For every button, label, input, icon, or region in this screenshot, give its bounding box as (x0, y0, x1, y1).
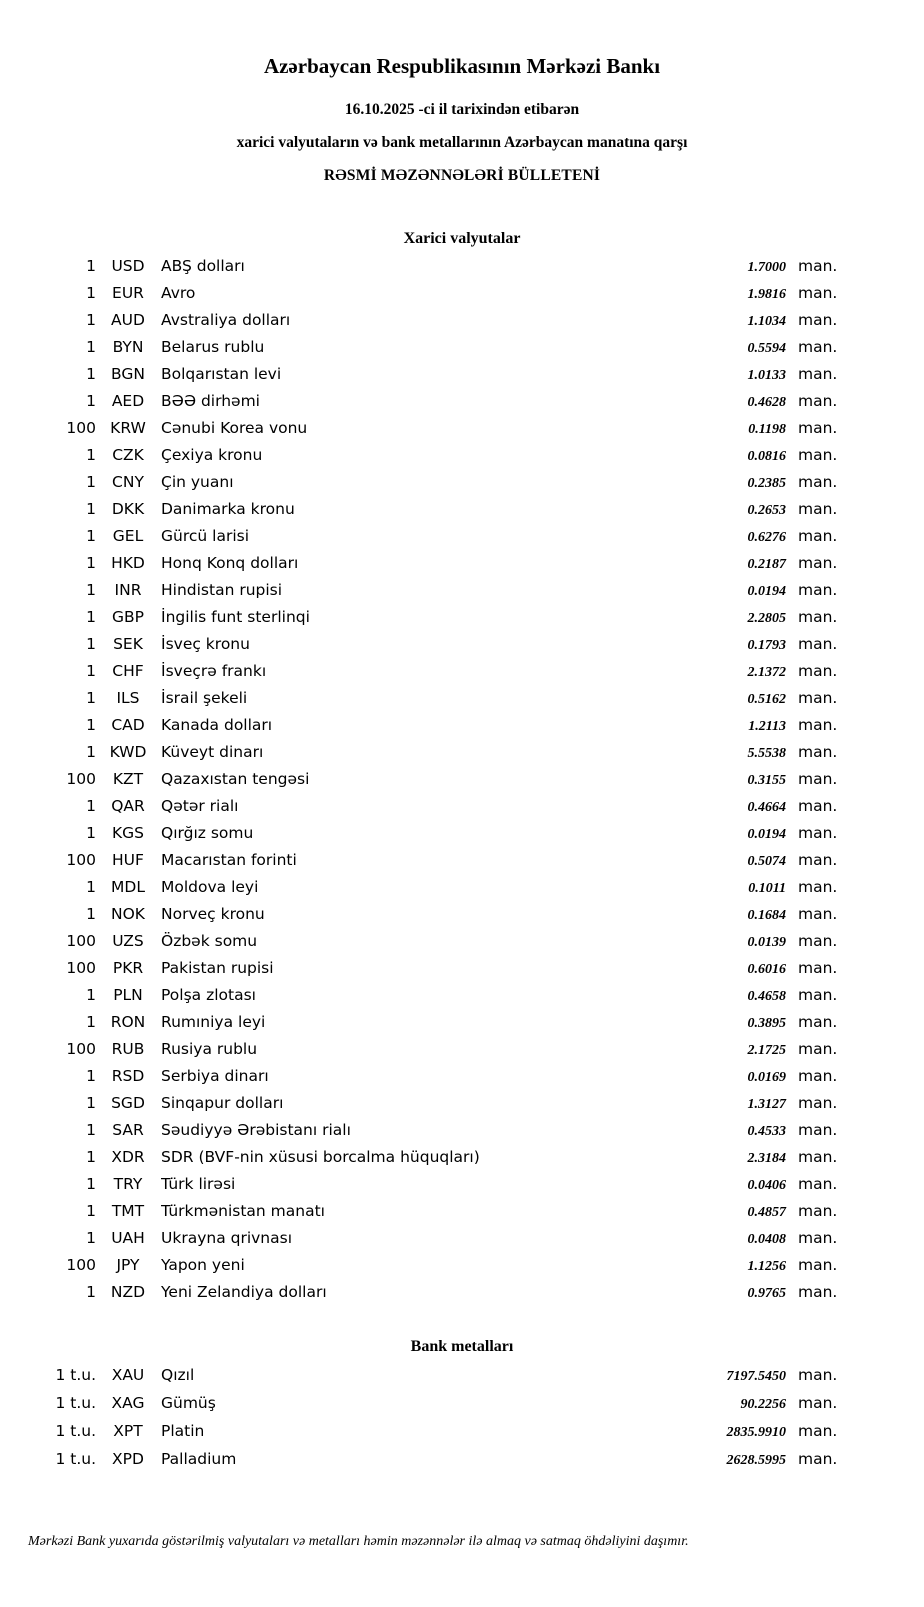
currency-code: GEL (112, 527, 144, 545)
rate-value: 1.0133 (747, 368, 786, 383)
rate-row (0, 1117, 924, 1144)
currency-name: İsrail şekeli (161, 689, 248, 707)
currency-name: Norveç kronu (161, 905, 265, 923)
rate-row (0, 739, 924, 766)
rate-row (0, 496, 924, 523)
unit-label: man. (798, 1366, 838, 1384)
unit-label: man. (798, 1422, 838, 1440)
rate-value: 0.0406 (747, 1178, 786, 1193)
currency-code: XPD (112, 1450, 144, 1468)
currency-name: Çin yuanı (161, 473, 234, 491)
currencies-section-title: Xarici valyutalar (403, 230, 521, 247)
currency-name: İngilis funt sterlinqi (161, 608, 310, 626)
currency-name: Danimarka kronu (161, 500, 295, 518)
rate-row (0, 982, 924, 1009)
currency-code: XAG (111, 1394, 145, 1412)
currency-code: AED (111, 392, 145, 410)
bank-name: Azərbaycan Respublikasının Mərkəzi Bankı (263, 54, 661, 78)
quantity: 100 (66, 770, 96, 788)
currency-name: ABŞ dolları (161, 257, 245, 275)
rate-value: 0.1011 (748, 881, 786, 896)
currency-code: CNY (112, 473, 144, 491)
quantity: 1 (86, 1094, 96, 1112)
currency-name: Yapon yeni (161, 1256, 245, 1274)
unit-label: man. (798, 878, 838, 896)
currency-code: ILS (116, 689, 140, 707)
disclaimer-footer (28, 1534, 904, 1550)
quantity: 100 (66, 1040, 96, 1058)
currency-code: USD (111, 257, 145, 275)
currency-name: Ukrayna qrivnası (161, 1229, 293, 1247)
quantity: 100 (66, 932, 96, 950)
unit-label: man. (798, 284, 838, 302)
rate-row (0, 1144, 924, 1171)
unit-label: man. (798, 419, 838, 437)
currency-name: Serbiya dinarı (161, 1067, 269, 1085)
rate-row (0, 712, 924, 739)
currency-name: Qızıl (161, 1366, 195, 1384)
quantity: 1 (86, 1067, 96, 1085)
currency-name: Çexiya kronu (161, 446, 263, 464)
rate-value: 0.4658 (747, 989, 786, 1004)
unit-label: man. (798, 338, 838, 356)
quantity: 1 (86, 311, 96, 329)
rate-value: 90.2256 (740, 1397, 786, 1412)
rate-row (0, 1009, 924, 1036)
bulletin-header (0, 0, 924, 185)
currency-code: HKD (111, 554, 145, 572)
currencies-table (0, 253, 924, 1306)
rate-value: 0.5594 (747, 341, 786, 356)
rate-row (0, 1361, 924, 1389)
unit-label: man. (798, 1450, 838, 1468)
rate-row (0, 523, 924, 550)
unit-label: man. (798, 392, 838, 410)
unit-label: man. (798, 1094, 838, 1112)
unit-label: man. (798, 473, 838, 491)
rate-row (0, 469, 924, 496)
rate-row (0, 658, 924, 685)
rate-value: 1.9816 (747, 287, 786, 302)
rate-row (0, 1036, 924, 1063)
unit-label: man. (798, 1202, 838, 1220)
currency-name: Avstraliya dolları (161, 311, 291, 329)
unit-label: man. (798, 851, 838, 869)
rate-row (0, 820, 924, 847)
rate-value: 0.2653 (747, 503, 786, 518)
currency-code: UAH (111, 1229, 145, 1247)
quantity: 100 (66, 1256, 96, 1274)
currency-code: CHF (112, 662, 144, 680)
currency-name: Bolqarıstan levi (161, 365, 282, 383)
rate-row (0, 1225, 924, 1252)
rate-row (0, 307, 924, 334)
rate-value: 2.2805 (747, 611, 786, 626)
rate-row (0, 766, 924, 793)
currency-name: Platin (161, 1422, 205, 1440)
quantity: 1 (86, 1283, 96, 1301)
unit-label: man. (798, 608, 838, 626)
currency-code: EUR (112, 284, 144, 302)
currency-code: PKR (112, 959, 144, 977)
rate-value: 2.1725 (747, 1043, 786, 1058)
rate-row (0, 1279, 924, 1306)
unit-label: man. (798, 1229, 838, 1247)
rate-row (0, 253, 924, 280)
rate-row (0, 1417, 924, 1445)
rate-row (0, 1090, 924, 1117)
currency-code: XAU (111, 1366, 145, 1384)
currency-code: TMT (111, 1202, 145, 1220)
currency-code: CZK (112, 446, 144, 464)
quantity: 1 (86, 797, 96, 815)
quantity: 1 (86, 878, 96, 896)
unit-label: man. (798, 581, 838, 599)
rate-value: 2.1372 (747, 665, 786, 680)
quantity: 1 (86, 986, 96, 1004)
rate-row (0, 901, 924, 928)
unit-label: man. (798, 662, 838, 680)
unit-label: man. (798, 932, 838, 950)
unit-label: man. (798, 1394, 838, 1412)
rate-value: 0.1684 (747, 908, 786, 923)
quantity: 1 (86, 392, 96, 410)
quantity: 1 (86, 581, 96, 599)
rate-value: 0.0169 (747, 1070, 786, 1085)
rate-row (0, 874, 924, 901)
rate-row (0, 793, 924, 820)
currency-code: BYN (112, 338, 144, 356)
currency-name: Qazaxıstan tengəsi (161, 770, 310, 788)
unit-label: man. (798, 770, 838, 788)
currency-name: Moldova leyi (161, 878, 259, 896)
rate-row (0, 928, 924, 955)
rate-value: 1.1256 (747, 1259, 786, 1274)
quantity: 1 (86, 1013, 96, 1031)
currency-name: Rumıniya leyi (161, 1013, 266, 1031)
currency-name: Qırğız somu (161, 824, 254, 842)
rate-value: 0.0194 (747, 584, 786, 599)
currency-code: DKK (111, 500, 145, 518)
quantity: 1 (86, 338, 96, 356)
currency-name: Türk lirəsi (161, 1175, 236, 1193)
currency-code: QAR (111, 797, 145, 815)
quantity: 1 (86, 662, 96, 680)
rate-row (0, 1063, 924, 1090)
currency-name: Kanada dolları (161, 716, 273, 734)
currency-code: RON (110, 1013, 146, 1031)
unit-label: man. (798, 257, 838, 275)
quantity: 100 (66, 851, 96, 869)
rate-row (0, 1198, 924, 1225)
unit-label: man. (798, 311, 838, 329)
quantity: 100 (66, 419, 96, 437)
quantity: 1 (86, 1121, 96, 1139)
rate-value: 0.4664 (747, 800, 786, 815)
quantity: 1 (86, 446, 96, 464)
quantity: 1 t.u. (55, 1366, 96, 1384)
unit-label: man. (798, 1175, 838, 1193)
unit-label: man. (798, 743, 838, 761)
metals-table (0, 1361, 924, 1473)
quantity: 1 (86, 716, 96, 734)
unit-label: man. (798, 1067, 838, 1085)
quantity: 1 (86, 284, 96, 302)
rate-value: 0.4533 (747, 1124, 786, 1139)
unit-label: man. (798, 1013, 838, 1031)
unit-label: man. (798, 905, 838, 923)
rate-value: 1.7000 (747, 260, 786, 275)
currency-code: NOK (111, 905, 145, 923)
unit-label: man. (798, 365, 838, 383)
quantity: 1 (86, 1202, 96, 1220)
rate-value: 0.4628 (747, 395, 786, 410)
currency-code: BGN (111, 365, 145, 383)
rate-row (0, 847, 924, 874)
currency-code: GBP (112, 608, 144, 626)
currency-name: Pakistan rupisi (161, 959, 274, 977)
unit-label: man. (798, 1121, 838, 1139)
quantity: 1 (86, 527, 96, 545)
quantity: 1 (86, 1148, 96, 1166)
unit-label: man. (798, 716, 838, 734)
rate-row (0, 631, 924, 658)
currency-name: BƏƏ dirhəmi (161, 392, 260, 410)
rate-value: 0.0408 (747, 1232, 786, 1247)
metals-section-title: Bank metalları (410, 1338, 514, 1355)
rate-value: 0.5074 (747, 854, 786, 869)
currency-code: SAR (112, 1121, 144, 1139)
currency-name: Türkmənistan manatı (161, 1202, 325, 1220)
quantity: 1 (86, 824, 96, 842)
currency-name: Palladium (161, 1450, 237, 1468)
rate-value: 0.1198 (748, 422, 786, 437)
quantity: 1 t.u. (55, 1394, 96, 1412)
currency-code: PLN (113, 986, 143, 1004)
foreign-currencies-section (0, 230, 924, 1306)
currency-name: İsveç kronu (161, 635, 250, 653)
rate-value: 1.3127 (747, 1097, 786, 1112)
rate-row (0, 1252, 924, 1279)
currency-name: Macarıstan forinti (161, 851, 297, 869)
currency-code: RUB (111, 1040, 145, 1058)
currency-code: XPT (113, 1422, 143, 1440)
rate-value: 0.6276 (747, 530, 786, 545)
quantity: 1 (86, 608, 96, 626)
quantity: 100 (66, 959, 96, 977)
currency-name: Qətər rialı (161, 797, 239, 815)
currency-code: INR (114, 581, 142, 599)
bulletin-subtitle: xarici valyutaların və bank metallarının Azərbaycan manatına qarşı (236, 134, 688, 151)
currency-name: Honq Konq dolları (161, 554, 299, 572)
rate-value: 2835.9910 (726, 1425, 786, 1440)
currency-code: TRY (113, 1175, 143, 1193)
rate-row (0, 1445, 924, 1473)
unit-label: man. (798, 1040, 838, 1058)
currency-name: Hindistan rupisi (161, 581, 283, 599)
rate-value: 0.3895 (747, 1016, 786, 1031)
currency-name: Səudiyyə Ərəbistanı rialı (161, 1121, 351, 1139)
currency-code: CAD (111, 716, 145, 734)
currency-name: Polşa zlotası (161, 986, 256, 1004)
currency-code: KGS (111, 824, 144, 842)
quantity: 1 (86, 554, 96, 572)
rate-row (0, 361, 924, 388)
currency-name: SDR (BVF-nin xüsusi borcalma hüquqları) (161, 1148, 480, 1166)
currency-name: Sinqapur dolları (161, 1094, 284, 1112)
rate-row (0, 334, 924, 361)
currency-code: AUD (111, 311, 145, 329)
bulletin-title: RƏSMİ MƏZƏNNƏLƏRİ BÜLLETENİ (323, 167, 601, 184)
unit-label: man. (798, 986, 838, 1004)
quantity: 1 (86, 1175, 96, 1193)
quantity: 1 (86, 500, 96, 518)
rate-row (0, 388, 924, 415)
unit-label: man. (798, 527, 838, 545)
unit-label: man. (798, 554, 838, 572)
rate-row (0, 280, 924, 307)
rate-row (0, 442, 924, 469)
currency-name: İsveçrə frankı (161, 662, 267, 680)
rate-value: 0.2385 (747, 476, 786, 491)
rate-row (0, 1171, 924, 1198)
quantity: 1 (86, 635, 96, 653)
unit-label: man. (798, 1256, 838, 1274)
quantity: 1 (86, 689, 96, 707)
unit-label: man. (798, 959, 838, 977)
rate-value: 0.0816 (747, 449, 786, 464)
quantity: 1 (86, 473, 96, 491)
currency-name: Küveyt dinarı (161, 743, 264, 761)
currency-code: KRW (110, 419, 146, 437)
rate-row (0, 577, 924, 604)
bank-metals-section (0, 1338, 924, 1473)
quantity: 1 t.u. (55, 1450, 96, 1468)
rate-value: 0.0139 (747, 935, 786, 950)
rate-value: 0.4857 (747, 1205, 786, 1220)
currency-code: KWD (109, 743, 147, 761)
currency-code: HUF (112, 851, 144, 869)
rate-row (0, 955, 924, 982)
currency-name: Avro (161, 284, 196, 302)
currency-name: Rusiya rublu (161, 1040, 258, 1058)
unit-label: man. (798, 689, 838, 707)
rate-value: 2628.5995 (726, 1453, 786, 1468)
rate-value: 1.1034 (747, 314, 786, 329)
currency-name: Gümüş (161, 1394, 216, 1412)
unit-label: man. (798, 446, 838, 464)
quantity: 1 (86, 905, 96, 923)
currency-code: JPY (116, 1256, 140, 1274)
rate-value: 0.0194 (747, 827, 786, 842)
currency-code: RSD (111, 1067, 145, 1085)
rate-value: 7197.5450 (726, 1369, 786, 1384)
rate-row (0, 415, 924, 442)
unit-label: man. (798, 500, 838, 518)
rate-row (0, 604, 924, 631)
rate-row (0, 685, 924, 712)
disclaimer-text: Mərkəzi Bank yuxarıda göstərilmiş valyutaları və metalları həmin məzənnələr ilə almaq və satmaq öhdəliyini daşımır. (28, 1534, 689, 1549)
quantity: 1 t.u. (55, 1422, 96, 1440)
currency-name: Özbək somu (161, 932, 258, 950)
currency-code: SEK (113, 635, 143, 653)
currency-code: NZD (110, 1283, 146, 1301)
rate-value: 0.9765 (747, 1286, 786, 1301)
rate-row (0, 550, 924, 577)
rate-value: 5.5538 (747, 746, 786, 761)
unit-label: man. (798, 635, 838, 653)
unit-label: man. (798, 824, 838, 842)
currency-code: KZT (112, 770, 144, 788)
rate-row (0, 1389, 924, 1417)
quantity: 1 (86, 1229, 96, 1247)
currency-name: Yeni Zelandiya dolları (161, 1283, 327, 1301)
rate-value: 0.6016 (747, 962, 786, 977)
currency-code: MDL (111, 878, 145, 896)
currency-code: XDR (111, 1148, 145, 1166)
unit-label: man. (798, 1283, 838, 1301)
rate-value: 1.2113 (748, 719, 786, 734)
currency-code: SGD (111, 1094, 145, 1112)
effective-date-line: 16.10.2025 -ci il tarixindən etibarən (344, 101, 580, 118)
currency-name: Gürcü larisi (161, 527, 250, 545)
unit-label: man. (798, 797, 838, 815)
currency-name: Belarus rublu (161, 338, 265, 356)
rate-value: 0.2187 (747, 557, 786, 572)
quantity: 1 (86, 257, 96, 275)
currency-code: UZS (112, 932, 144, 950)
quantity: 1 (86, 365, 96, 383)
rate-value: 0.1793 (747, 638, 786, 653)
unit-label: man. (798, 1148, 838, 1166)
rate-value: 0.5162 (747, 692, 786, 707)
rate-value: 2.3184 (747, 1151, 786, 1166)
currency-name: Cənubi Korea vonu (161, 419, 308, 437)
rate-value: 0.3155 (747, 773, 786, 788)
quantity: 1 (86, 743, 96, 761)
